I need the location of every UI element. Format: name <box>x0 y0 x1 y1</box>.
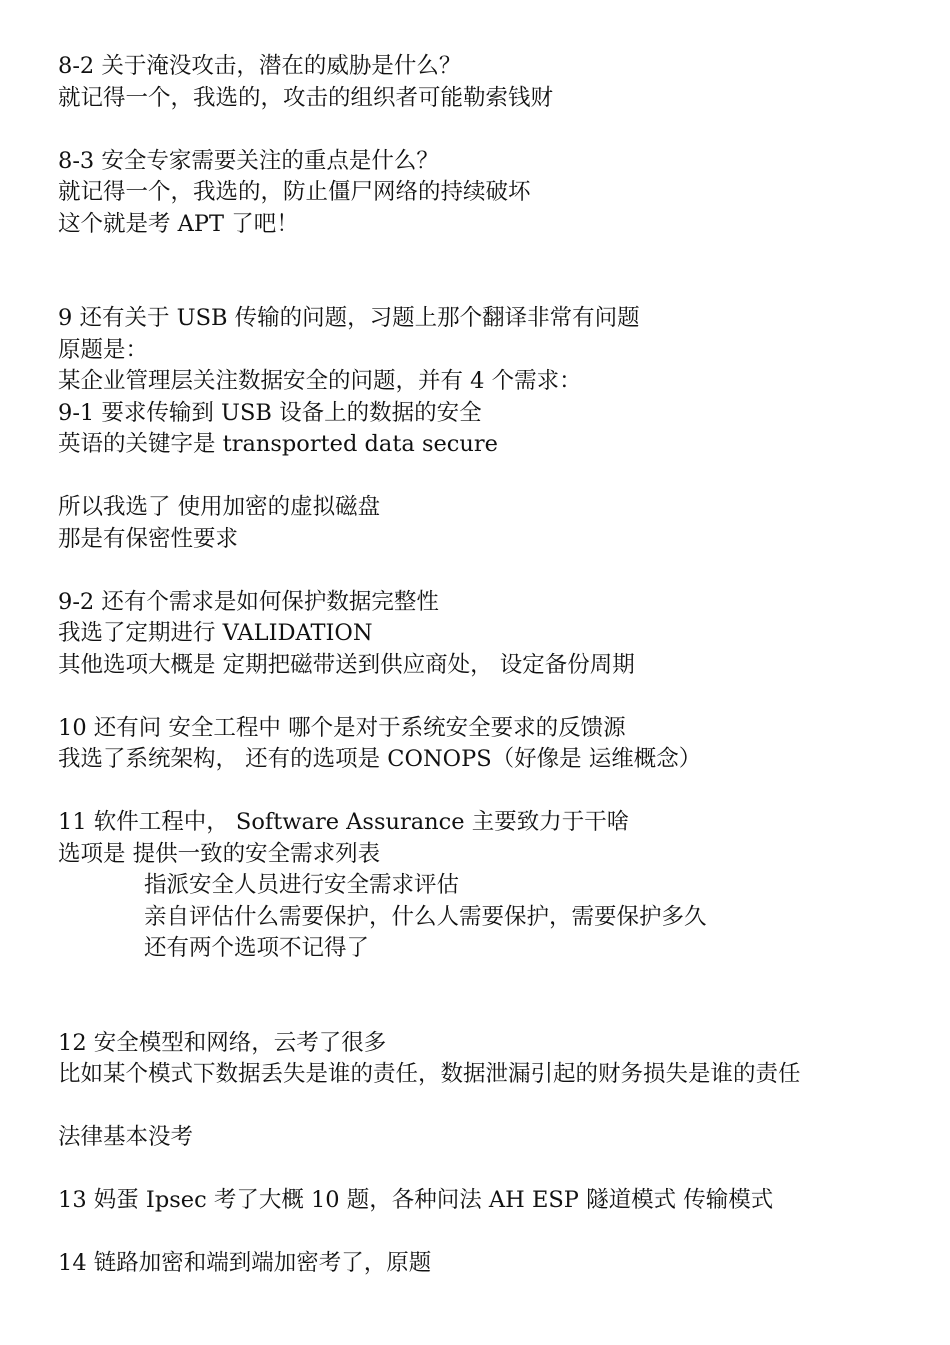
blank-line <box>58 555 920 587</box>
blank-line <box>58 114 920 146</box>
text-9-2-answer: 我选了定期进行 VALIDATION <box>58 620 373 646</box>
text-9-1-reason: 那是有保密性要求 <box>58 525 239 552</box>
text-8-2-answer: 就记得一个，我选的，攻击的组织者可能勒索钱财 <box>58 84 554 111</box>
text-9-1-answer: 所以我选了 使用加密的虚拟磁盘 <box>58 494 381 520</box>
blank-line <box>58 1154 920 1186</box>
heading-14: 14 链路加密和端到端加密考了，原题 <box>58 1250 432 1276</box>
heading-12: 12 安全模型和网络，云考了很多 <box>58 1029 387 1056</box>
blank-line <box>58 272 920 304</box>
heading-8-2: 8-2 关于淹没攻击，潜在的威胁是什么？ <box>58 53 462 79</box>
text-8-3-answer: 就记得一个，我选的，防止僵尸网络的持续破坏 <box>58 179 531 205</box>
text-9-1-keyword: 英语的关键字是 transported data secure <box>58 431 498 457</box>
heading-9: 9 还有关于 USB 传输的问题，习题上那个翻译非常有问题 <box>58 305 640 331</box>
blank-line <box>58 240 920 272</box>
heading-8-3: 8-3 安全专家需要关注的重点是什么？ <box>58 147 439 174</box>
blank-line <box>58 461 920 493</box>
blank-line <box>58 776 920 808</box>
text-12-example: 比如某个模式下数据丢失是谁的责任，数据泄漏引起的财务损失是谁的责任 <box>58 1061 801 1087</box>
blank-line <box>58 681 920 713</box>
blank-line <box>58 1091 920 1123</box>
heading-10: 10 还有问 安全工程中 哪个是对于系统安全要求的反馈源 <box>58 714 626 741</box>
heading-13: 13 妈蛋 Ipsec 考了大概 10 题，各种问法 AH ESP 隧道模式 传输模式 <box>58 1187 774 1213</box>
heading-9-2: 9-2 还有个需求是如何保护数据完整性 <box>58 588 439 615</box>
text-11-option-2: 指派安全人员进行安全需求评估 <box>144 872 460 898</box>
text-9-original: 原题是： <box>58 336 149 363</box>
heading-9-1: 9-1 要求传输到 USB 设备上的数据的安全 <box>58 399 482 426</box>
text-9-context: 某企业管理层关注数据安全的问题，并有 4 个需求： <box>58 368 582 394</box>
heading-11: 11 软件工程中， Software Assurance 主要致力于干啥 <box>58 809 630 835</box>
text-8-3-note: 这个就是考 APT 了吧！ <box>58 210 299 237</box>
text-9-2-options: 其他选项大概是 定期把磁带送到供应商处， 设定备份周期 <box>58 651 635 678</box>
blank-line <box>58 965 920 997</box>
text-11-option-3: 亲自评估什么需要保护，什么人需要保护，需要保护多久 <box>144 903 707 930</box>
text-11-option-4: 还有两个选项不记得了 <box>144 935 370 961</box>
blank-line <box>58 1217 920 1249</box>
blank-line <box>58 996 920 1028</box>
text-11-option-1: 选项是 提供一致的安全需求列表 <box>58 840 381 867</box>
text-10-answer: 我选了系统架构， 还有的选项是 CONOPS（好像是 运维概念） <box>58 746 702 772</box>
text-12-law: 法律基本没考 <box>58 1124 194 1150</box>
